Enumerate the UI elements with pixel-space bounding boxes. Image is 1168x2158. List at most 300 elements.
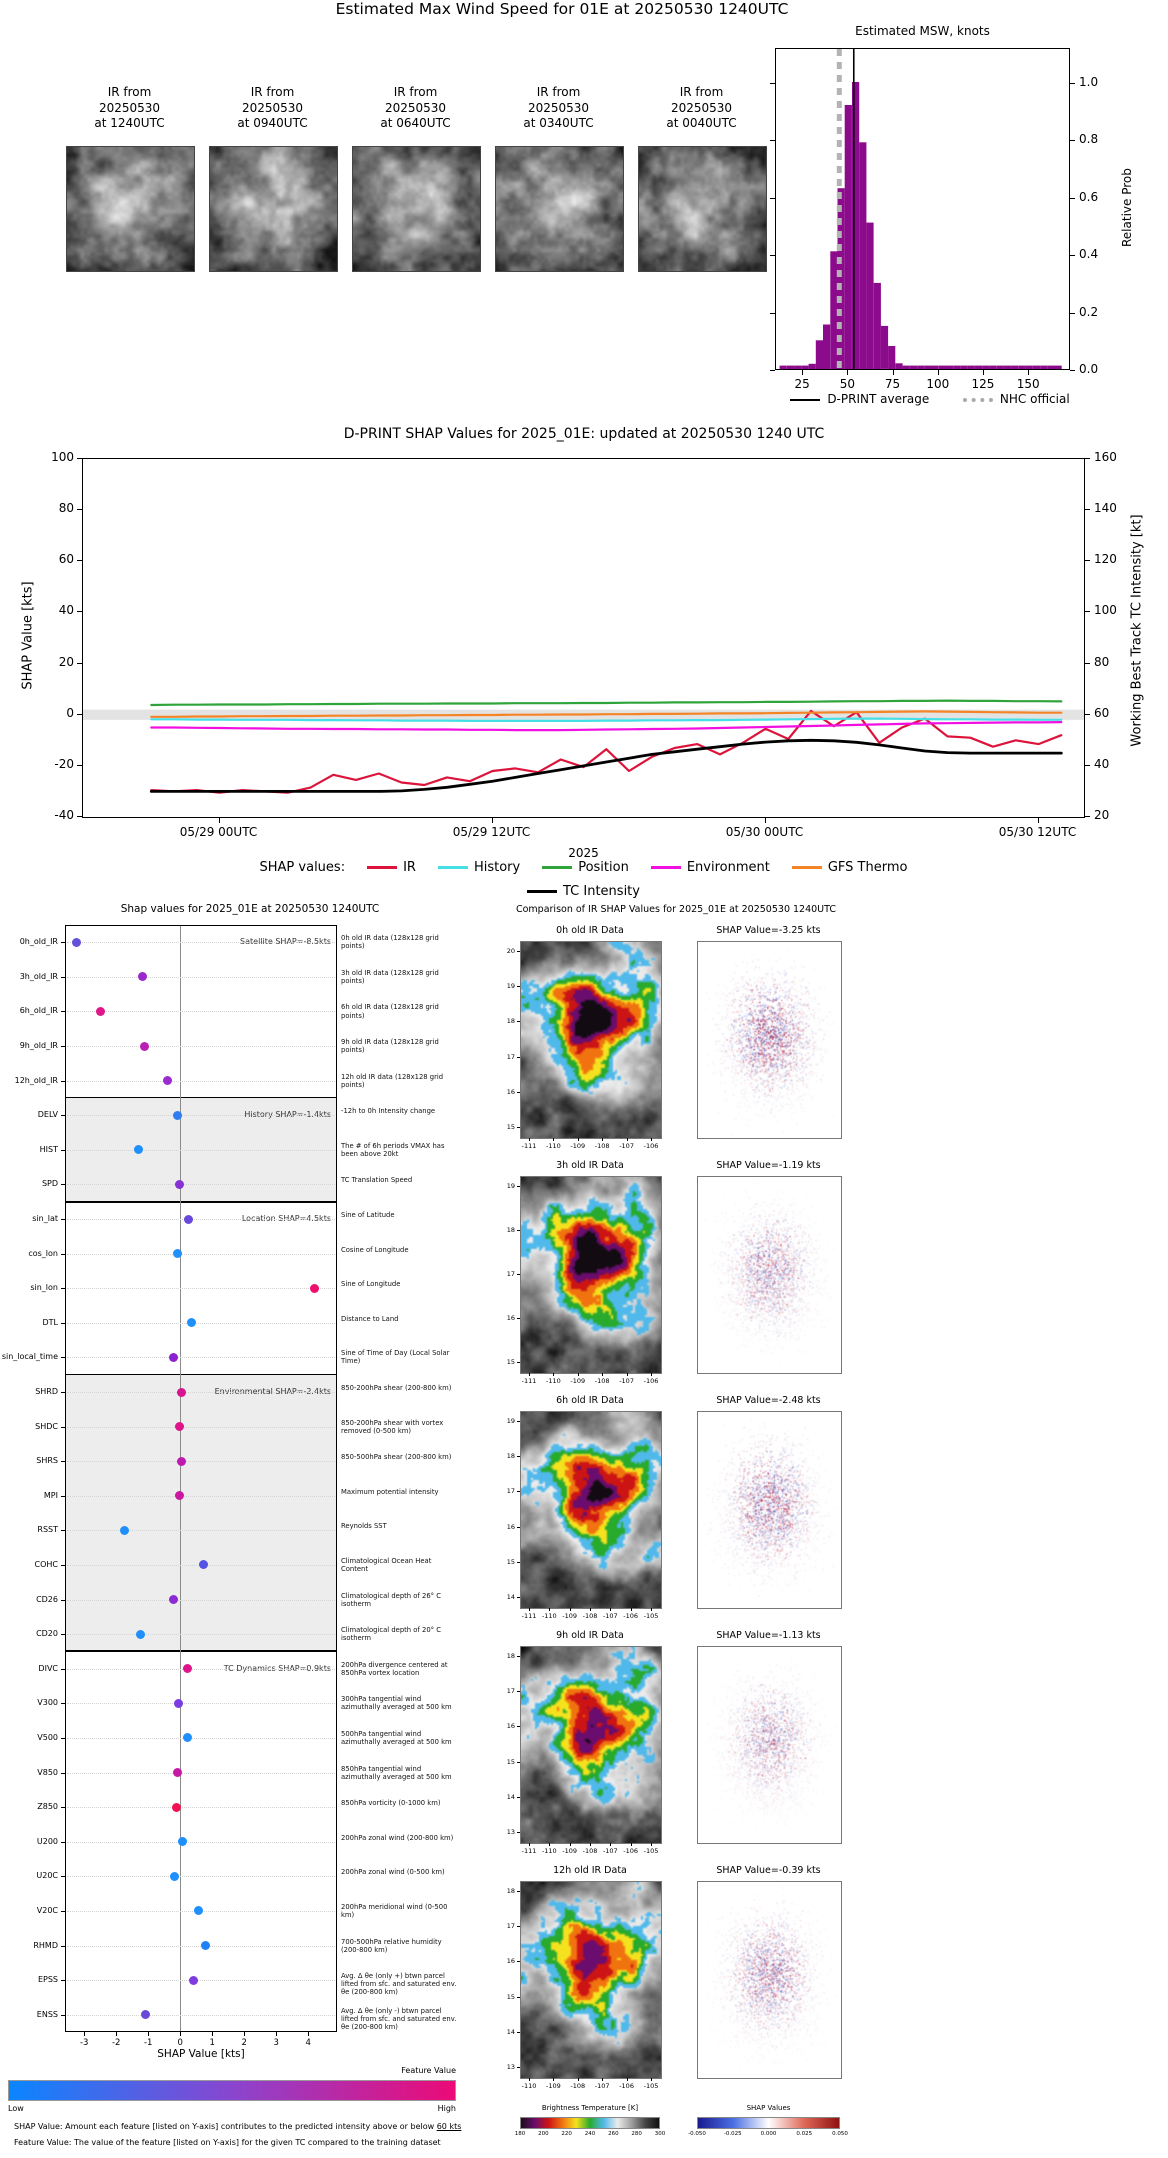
histogram-bar [823,325,830,370]
lat-tick-mark [517,1832,520,1833]
lon-tick-mark [529,1138,530,1141]
feature-label-sin_local_time: sin_local_time [1,1352,58,1362]
ir-thumb-label-line: at 0040UTC [666,116,737,131]
row-gridline [67,942,335,943]
y-tick-label-right: 100 [1094,603,1117,618]
lat-tick-mark [517,1362,520,1363]
lon-tick-mark [627,2078,628,2081]
ir-thumb-label-line: IR from [250,85,295,99]
feature-tick-mark [61,1946,65,1947]
histogram-bar [1004,366,1011,369]
lat-tick-label: 15 [506,1123,515,1131]
section-label-location: Location SHAP=4.5kts [241,1214,331,1224]
histogram-bar [1040,366,1047,369]
shap-image-frame [697,1646,842,1844]
lat-tick-label: 17 [506,1270,515,1278]
x-tick-mark [802,370,803,375]
histogram-bar [997,366,1004,369]
lat-tick-mark [517,1318,520,1319]
x-tick-label: 100 [926,377,950,391]
feature-description: 850-500hPa shear (200-800 km) [341,1453,452,1462]
row-gridline [67,1634,335,1635]
feature-label-v500: V500 [37,1732,58,1742]
row-gridline [67,1046,335,1047]
lon-tick-mark [553,1138,554,1141]
feature-label-6h_old_ir: 6h_old_IR [19,1006,58,1016]
lon-tick-label: -110 [541,1612,557,1620]
brightness-temp-colorbar-label: Brightness Temperature [K] [541,2104,639,2112]
ir-thumb-label [495,85,622,132]
lat-tick-mark [517,1691,520,1692]
feature-tick-mark [61,1773,65,1774]
feature-tick-mark [61,1807,65,1808]
footnote1-underlined: 60 kts [436,2122,462,2131]
shap-dot-0h_old_ir [72,938,81,947]
ir-data-title: 3h old IR Data [556,1160,624,1171]
feature-description: 200hPa meridional wind (0-500 km) [341,1902,448,1919]
colorbar-high-label: High [437,2104,456,2113]
y-tick-mark [1070,198,1075,199]
histogram-bar [939,366,946,369]
lat-tick-label: 17 [506,1687,515,1696]
timeseries-ylabel-right: Working Best Track TC Intensity [kt] [1129,514,1145,747]
y-tick-mark [1070,313,1075,314]
row-gridline [67,1980,335,1981]
msw-histogram [776,49,1069,369]
x-tick-mark [276,2032,277,2036]
y-tick-label-right: 120 [1094,552,1117,567]
lon-tick-mark [602,1138,603,1141]
row-gridline [67,1323,335,1324]
lon-tick-label: -107 [619,1377,634,1385]
lat-tick-mark [517,1762,520,1763]
lon-tick-label: -106 [623,1612,639,1620]
ir-satellite-thumbnail [66,146,195,272]
lat-tick-mark [517,2067,520,2068]
feature-description: 12h old IR data (128x128 grid points) [341,1072,444,1089]
x-tick-mark [1038,818,1039,823]
x-tick-mark [308,2032,309,2036]
lat-tick-label: 15 [506,1757,515,1766]
lon-tick-label: -109 [570,1377,586,1385]
comparison-title: Comparison of IR SHAP Values for 2025_01E at 20250530 1240UTC [515,904,837,915]
y-tick-mark-right [1085,560,1090,561]
lat-tick-label: 17 [506,1052,515,1061]
shap-dot-spd [175,1180,184,1189]
lon-tick-label: -111 [521,1847,537,1855]
feature-label-cd20: CD20 [36,1629,58,1639]
lat-tick-label: 18 [506,1226,515,1234]
lat-tick-label: 15 [506,1358,515,1366]
ir-thumb-label [638,85,765,132]
feature-description: 3h old IR data (128x128 grid points) [341,968,439,985]
y-tick-label-right: 20 [1094,808,1110,822]
dprint-average-swatch [790,399,820,401]
lat-tick-label: 15 [506,1992,515,2001]
lat-tick-label: 19 [506,1182,515,1190]
lon-tick-mark [651,1373,652,1376]
lon-tick-mark [570,1843,571,1846]
x-tick-mark [893,370,894,375]
feature-tick-mark [61,1669,65,1670]
histogram-bar [975,366,982,369]
histogram-bar [845,105,852,369]
histogram-bar [895,363,902,369]
feature-description: Sine of Time of Day (Local Solar Time) [341,1349,450,1366]
lon-tick-mark [651,1138,652,1141]
x-tick-label: 05/29 12UTC [452,825,531,839]
lat-tick-label: 13 [506,1828,515,1836]
feature-label-dtl: DTL [42,1317,58,1327]
histogram-bar [968,366,975,369]
lon-tick-mark [651,1608,652,1611]
histogram-bar [1055,366,1062,369]
shap-dot-z850 [172,1803,181,1812]
ir-satellite-thumbnail [638,146,767,272]
histogram-bar [809,364,816,369]
ir-data-image [521,1412,661,1608]
lon-tick-mark [651,1843,652,1846]
shap-dot-cd20 [136,1630,145,1639]
x-tick-label: 05/30 00UTC [725,825,804,839]
histogram-bar [924,366,931,369]
ir-satellite-image [353,147,480,271]
shap-value-title: SHAP Value=-3.25 kts [716,925,821,936]
legend-swatch [651,866,681,869]
lat-tick-mark [517,2032,520,2033]
feature-tick-mark [61,1980,65,1981]
y-tick-mark-right [1085,816,1090,817]
feature-description: Distance to Land [341,1314,399,1323]
ir-thumb-label-line: 20250530 [241,100,304,115]
x-tick-label: 05/30 12UTC [998,825,1077,839]
lon-tick-label: -107 [602,1847,618,1855]
y-tick-mark [770,83,775,84]
feature-description: Climatological depth of 26° C isotherm [341,1591,441,1608]
y-tick-label-left: -40 [54,808,74,822]
y-tick-label: 0.6 [1079,189,1099,204]
ir-thumb-label-line: 20250530 [670,100,733,115]
histogram-plot-frame [775,48,1070,370]
y-tick-label-right: 40 [1094,756,1110,771]
feature-tick-mark [61,1046,65,1047]
lat-tick-label: 13 [506,2063,515,2071]
lat-tick-mark [517,1021,520,1022]
lat-tick-label: 18 [506,1887,515,1895]
y-tick-label: 0.0 [1079,362,1099,376]
shap-value-image [698,1647,841,1843]
y-tick-label-left: 20 [58,654,74,669]
feature-description: 0h old IR data (128x128 grid points) [341,934,439,951]
lat-tick-mark [517,1926,520,1927]
y-tick-label-left: -20 [54,756,74,771]
lon-tick-mark [627,1373,628,1376]
timeseries-title: D-PRINT SHAP Values for 2025_01E: updated at 20250530 1240 UTC [343,426,825,442]
x-tick-mark [180,2032,181,2036]
zero-line [180,926,181,2031]
ir-thumb-label [352,85,479,132]
lon-tick-mark [529,1843,530,1846]
lon-tick-mark [627,1138,628,1141]
ir-data-title: 9h old IR Data [556,1630,624,1641]
lon-tick-mark [651,2078,652,2081]
x-tick-label: 3 [273,2038,279,2048]
y-tick-mark [770,255,775,256]
feature-description: -12h to 0h Intensity change [341,1107,436,1116]
y-tick-label-right: 160 [1094,450,1117,464]
lon-tick-label: -107 [594,2082,610,2090]
page-title: Estimated Max Wind Speed for 01E at 20250530 1240UTC [335,0,789,18]
y-tick-label-left: 100 [51,450,74,464]
feature-description: Climatological depth of 20° C isotherm [341,1626,441,1643]
lon-tick-label: -106 [643,1142,659,1150]
ir-thumb-label-line: 20250530 [98,100,161,115]
y-tick-mark-left [77,714,82,715]
shap-dot-shrd [177,1388,186,1397]
feature-description: The # of 6h periods VMAX has been above 20kt [341,1141,445,1158]
legend-label: Environment [686,860,770,875]
lat-tick-label: 16 [506,1087,515,1096]
feature-label-v850: V850 [37,1767,58,1777]
shap-dot-v850 [173,1768,182,1777]
row-gridline [67,1427,335,1428]
lon-tick-label: -111 [521,1612,537,1620]
legend-swatch [438,866,468,869]
y-tick-label: 0.8 [1079,132,1099,147]
timeseries-xlabel: 2025 [568,846,599,860]
feature-tick-mark [61,942,65,943]
shap-value-title: SHAP Value=-1.19 kts [716,1160,821,1171]
ir-thumb-label-line: at 0340UTC [523,116,594,131]
histogram-bar [1018,366,1025,369]
feature-tick-mark [61,1530,65,1531]
ir-data-image-frame [520,1881,662,2079]
feature-description: 9h old IR data (128x128 grid points) [341,1038,439,1055]
lat-tick-label: 16 [506,1957,515,1966]
lat-tick-mark [517,951,520,952]
x-tick-label: 0 [177,2038,183,2048]
row-gridline [67,1081,335,1082]
feature-tick-mark [61,1184,65,1185]
shap-dot-u200 [178,1837,187,1846]
feature-label-3h_old_ir: 3h_old_IR [19,971,58,981]
feature-tick-mark [61,1911,65,1912]
lon-tick-mark [590,1608,591,1611]
ir-data-title: 12h old IR Data [553,1865,627,1876]
lon-tick-label: -108 [570,2082,586,2090]
ir-data-image-frame [520,1176,662,1374]
histogram-bar [1047,366,1054,369]
row-gridline [67,1288,335,1289]
lat-tick-mark [517,1891,520,1892]
lon-tick-mark [578,1373,579,1376]
ir-data-image-frame [520,941,662,1139]
lon-tick-label: -106 [643,1377,659,1385]
feature-description: Maximum potential intensity [341,1487,439,1496]
shap-image-frame [697,1411,842,1609]
lon-tick-label: -109 [570,1142,586,1150]
y-tick-mark [1070,370,1075,371]
row-gridline [67,1392,335,1393]
histogram-bar [780,366,787,369]
feature-label-9h_old_ir: 9h_old_IR [19,1041,58,1051]
lon-tick-mark [590,1843,591,1846]
lat-tick-mark [517,1421,520,1422]
y-tick-label: 0.4 [1079,247,1099,262]
section-label-tc-dynamics: TC Dynamics SHAP=0.9kts [223,1663,331,1673]
lon-tick-label: -111 [521,1377,537,1385]
section-shading-environmental [66,1375,336,1652]
shap-value-image [698,1412,841,1608]
feature-description: 300hPa tangential wind azimuthally averaged at 500 km [341,1695,452,1712]
feature-label-v300: V300 [37,1698,58,1708]
lat-tick-mark [517,1127,520,1128]
feature-label-z850: Z850 [37,1802,58,1812]
x-tick-label: -1 [143,2038,153,2048]
lon-tick-label: -109 [562,1612,578,1620]
y-tick-mark-left [77,765,82,766]
lat-tick-mark [517,1656,520,1657]
shap-dot-shrs [177,1457,186,1466]
lon-tick-label: -111 [521,1142,537,1150]
feature-tick-mark [61,1254,65,1255]
bt-tick-label: 200 [538,2131,549,2137]
feature-description: 850-200hPa shear with vortex removed (0-500 km) [341,1418,444,1435]
row-gridline [67,1357,335,1358]
ir-thumb-label [209,85,336,132]
feature-description: 200hPa zonal wind (0-500 km) [341,1868,445,1877]
lon-tick-mark [578,1138,579,1141]
feature-label-shrs: SHRS [36,1456,58,1466]
y-tick-mark-right [1085,714,1090,715]
feature-tick-mark [61,1115,65,1116]
y-tick-mark-left [77,611,82,612]
histogram-bar [982,366,989,369]
brightness-temp-colorbar [520,2117,660,2129]
lon-tick-label: -108 [582,1612,598,1620]
shap-image-frame [697,1176,842,1374]
shap-dot-shdc [175,1422,184,1431]
lon-tick-label: -108 [594,1377,610,1385]
shap-dot-enss [141,2010,150,2019]
feature-tick-mark [61,1703,65,1704]
lat-tick-mark [517,1797,520,1798]
shap-image-frame [697,1881,842,2079]
dprint-average-label: D-PRINT average [827,392,930,406]
x-tick-mark [1028,370,1029,375]
shap-value-title: SHAP Value=-1.13 kts [716,1630,821,1641]
lon-tick-mark [602,2078,603,2081]
ir-satellite-thumbnail [352,146,481,272]
legend-label: IR [403,860,416,875]
y-tick-label: 1.0 [1079,75,1099,89]
legend-swatch [792,866,822,869]
lon-tick-mark [553,2078,554,2081]
dotplot-xlabel: SHAP Value [kts] [157,2048,245,2060]
lon-tick-label: -109 [562,1847,578,1855]
feature-label-cohc: COHC [34,1559,58,1569]
histogram-bar [794,366,801,369]
feature-label-12h_old_ir: 12h_old_IR [14,1075,58,1085]
y-tick-label-left: 0 [66,705,74,720]
lat-tick-label: 14 [506,2027,515,2036]
lat-tick-mark [517,1726,520,1727]
ir-thumb-label-line: at 1240UTC [94,116,165,131]
feature-description: Sine of Longitude [341,1280,401,1289]
shap-dot-rsst [120,1526,129,1535]
lon-tick-label: -110 [541,1847,557,1855]
x-tick-label: 75 [884,377,901,391]
feature-label-epss: EPSS [37,1975,58,1985]
ir-data-image [521,1647,661,1843]
colorbar-low-label: Low [8,2104,24,2113]
lon-tick-label: -110 [521,2082,537,2090]
lon-tick-label: -105 [643,2082,659,2090]
lat-tick-mark [517,1092,520,1093]
histogram-bar [816,340,823,369]
lat-tick-label: 14 [506,1792,515,1801]
row-gridline [67,1669,335,1670]
bt-tick-label: 280 [631,2131,642,2137]
lat-tick-label: 15 [506,1557,515,1566]
legend-item-tc-intensity [527,884,640,899]
feature-tick-mark [61,1011,65,1012]
ir-thumb-label-line: 20250530 [384,100,447,115]
lat-tick-mark [517,1527,520,1528]
shap-dot-rhmd [201,1941,210,1950]
row-gridline [67,1496,335,1497]
x-tick-mark [219,818,220,823]
feature-tick-mark [61,1427,65,1428]
x-tick-mark [212,2032,213,2036]
ir-data-image-frame [520,1646,662,1844]
lon-tick-label: -110 [546,1142,561,1150]
feature-description: Avg. Δ θe (only -) btwn parcel lifted from sfc. and saturated env. θe (200-800 km) [341,2006,457,2031]
lat-tick-mark [517,1562,520,1563]
lon-tick-mark [631,1608,632,1611]
histogram-ylabel: Relative Prob [1120,168,1134,247]
histogram-bar [1033,366,1040,369]
lat-tick-label: 19 [506,982,515,991]
feature-tick-mark [61,1461,65,1462]
x-tick-label: -3 [79,2038,89,2048]
feature-tick-mark [61,1600,65,1601]
x-tick-label: 05/29 00UTC [179,825,258,839]
legend-swatch [527,890,557,893]
lat-tick-label: 19 [506,1417,515,1425]
sv-tick-label: -0.050 [688,2131,706,2137]
row-gridline [67,1184,335,1185]
lat-tick-mark [517,1274,520,1275]
bt-tick-label: 300 [654,2131,666,2137]
sv-tick-label: 0.000 [760,2131,777,2137]
feature-label-v20c: V20C [36,1905,58,1915]
legend-swatch [542,866,572,869]
y-tick-mark-right [1085,765,1090,766]
x-tick-mark [244,2032,245,2036]
shap-dot-epss [189,1976,198,1985]
lat-tick-mark [517,1456,520,1457]
ir-thumb-label [66,85,193,132]
lat-tick-mark [517,1491,520,1492]
feature-description: 850hPa vorticity (0-1000 km) [341,1799,441,1808]
ir-data-title: 6h old IR Data [556,1395,624,1406]
lon-tick-label: -107 [602,1612,618,1620]
row-gridline [67,1011,335,1012]
lon-tick-mark [610,1608,611,1611]
y-tick-mark [770,198,775,199]
feature-tick-mark [61,1738,65,1739]
